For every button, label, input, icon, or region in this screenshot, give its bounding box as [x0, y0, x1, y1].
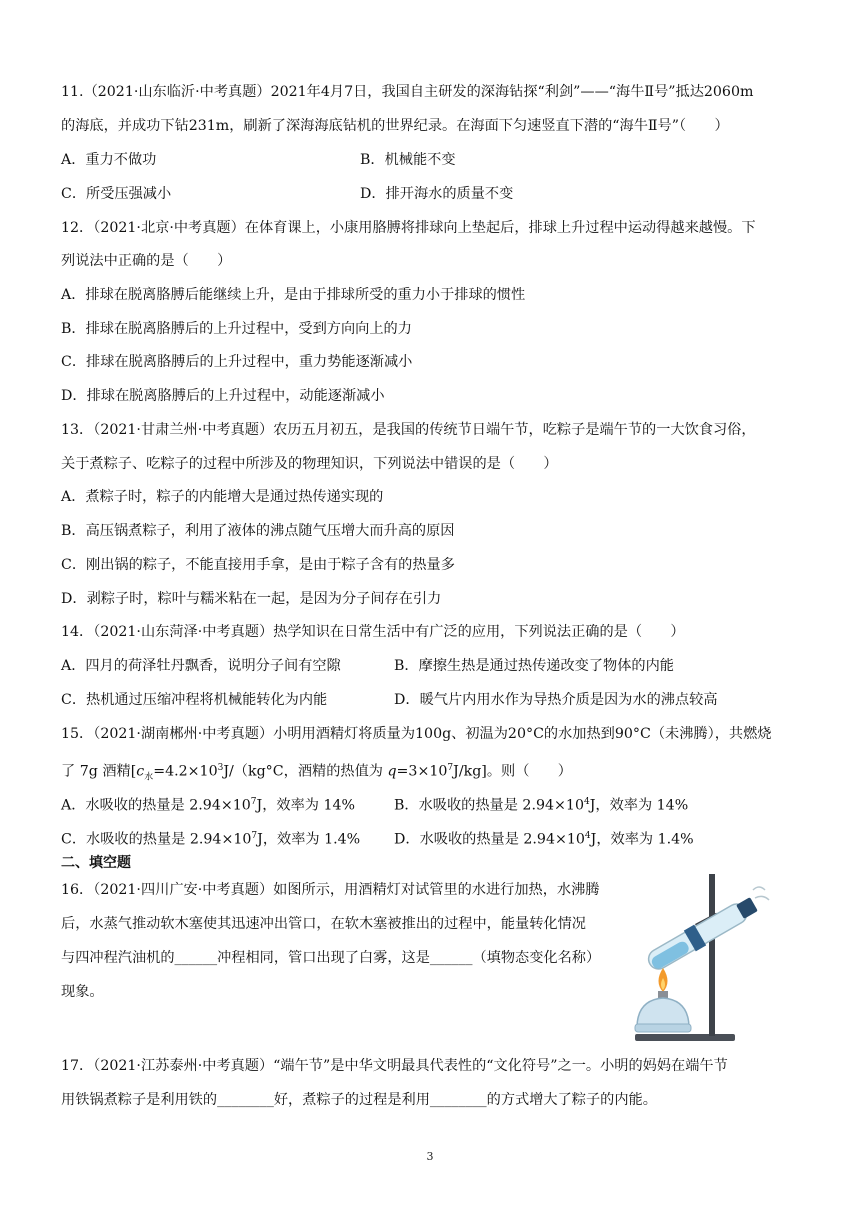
steam-wisps: [753, 887, 769, 900]
q15-option-d: [394, 826, 694, 850]
stand-base: [635, 1034, 735, 1041]
q11-option-c: C．所受压强减小: [61, 186, 172, 202]
q13-option-a: A．煮粽子时，粽子的内能增大是通过热传递实现的: [61, 489, 384, 505]
test-tube: [644, 894, 760, 975]
q15-l2-mid: =4.2×10: [153, 763, 218, 780]
q17-stem-line2: 用铁锅煮粽子是利用铁的________好，煮粽子的过程是利用________的方式增大了粽子的内能。: [61, 1092, 657, 1108]
q13-option-b: B．高压锅煮粽子，利用了液体的沸点随气压增大而升高的原因: [61, 523, 455, 539]
q12-stem-line1: 12．（2021·北京·中考真题）在体育课上，小康用胳膊将排球向上垫起后，排球上升过程中运动得越来越慢。下: [61, 220, 756, 236]
q15-b-end: J，效率为 14%: [589, 797, 689, 814]
q17-stem-line1: 17．（2021·江苏泰州·中考真题）“端午节”是中华文明最具代表性的“文化符号”之一。小明的妈妈在端午节: [61, 1058, 728, 1074]
q15-q-symbol: q: [387, 763, 397, 780]
q15-c-symbol: c: [136, 763, 145, 780]
q15-sup1: 3: [217, 763, 224, 773]
q15-l2-mid3: =3×10: [396, 763, 448, 780]
q15-b-sup: 4: [583, 797, 590, 807]
q15-b-pre: B．水吸收的热量是 2.94×10: [394, 797, 584, 814]
q15-option-c: [61, 826, 360, 850]
q14-option-b: B．摩擦生热是通过热传递改变了物体的内能: [394, 658, 674, 674]
q15-d-pre: D．水吸收的热量是 2.94×10: [394, 831, 585, 848]
q15-c-sup: 7: [251, 831, 258, 841]
q14-stem-line1: 14．（2021·山东菏泽·中考真题）热学知识在日常生活中有广泛的应用，下列说法正确的是（ ）: [61, 624, 685, 640]
q13-option-d: D．剥粽子时，粽叶与糯米粘在一起，是因为分子间存在引力: [61, 591, 442, 607]
q15-a-sup: 7: [250, 797, 257, 807]
q15-a-pre: A．水吸收的热量是 2.94×10: [61, 797, 251, 814]
q11-stem-line2: 的海底，并成功下钻231m，刷新了深海海底钻机的世界纪录。在海面下匀速竖直下潜的“海牛Ⅱ号”（ ）: [61, 118, 729, 134]
q15-a-end: J，效率为 14%: [256, 797, 356, 814]
q15-sup2: 7: [447, 763, 454, 773]
page-number: 3: [426, 1150, 434, 1163]
q13-stem-line2: 关于煮粽子、吃粽子的过程中所涉及的物理知识，下列说法中错误的是（ ）: [61, 456, 558, 472]
q11-option-b: B．机械能不变: [360, 152, 456, 168]
q15-d-sup: 4: [584, 831, 591, 841]
q12-option-c: C．排球在脱离胳膊后的上升过程中，重力势能逐渐减小: [61, 354, 413, 370]
q16-stem-line1: 16．（2021·四川广安·中考真题）如图所示，用酒精灯对试管里的水进行加热，水沸腾: [61, 882, 600, 898]
q15-l2-pre: 了 7g 酒精[: [61, 763, 137, 780]
q12-option-a: A．排球在脱离胳膊后能继续上升，是由于排球所受的重力小于排球的惯性: [61, 287, 526, 303]
q15-c-end: J，效率为 1.4%: [257, 831, 361, 848]
q15-c-pre: C．水吸收的热量是 2.94×10: [61, 831, 252, 848]
q15-d-end: J，效率为 1.4%: [590, 831, 694, 848]
q16-stem-line3: 与四冲程汽油机的______冲程相同，管口出现了白雾，这是______（填物态变化名称）: [61, 950, 601, 966]
q15-option-b: [394, 792, 688, 816]
q15-l2-end: J/kg]。则（ ）: [453, 763, 572, 780]
q15-option-a: [61, 792, 355, 816]
q14-option-c: C．热机通过压缩冲程将机械能转化为内能: [61, 692, 328, 708]
q12-stem-line2: 列说法中正确的是（ ）: [61, 253, 232, 269]
q14-option-d: D．暖气片内用水作为导热介质是因为水的沸点较高: [394, 692, 718, 708]
q16-stem-line2: 后，水蒸气推动软木塞使其迅速冲出管口，在软木塞被推出的过程中，能量转化情况: [61, 916, 586, 932]
q15-l2-mid2: J/（kg°C，酒精的热值为: [223, 763, 388, 780]
q15-c-subscript: 水: [144, 772, 154, 783]
q15-stem-line1: 15．（2021·湖南郴州·中考真题）小明用酒精灯将质量为100g、初温为20°C的水加热到90°C（未沸腾），共燃烧: [61, 726, 772, 742]
q13-stem-line1: 13．（2021·甘肃兰州·中考真题）农历五月初五，是我国的传统节日端午节，吃粽子是端午节的一大饮食习俗，: [61, 422, 756, 438]
q11-option-a: A．重力不做功: [61, 152, 157, 168]
q13-option-c: C．刚出锅的粽子，不能直接用手拿，是由于粽子含有的热量多: [61, 557, 455, 573]
q14-option-a: A．四月的荷泽牡丹飘香，说明分子间有空隙: [61, 658, 341, 674]
q11-option-d: D．排开海水的质量不变: [360, 186, 514, 202]
q15-stem-line2: [61, 758, 572, 788]
section-heading-fill-in: 二、填空题: [61, 855, 131, 871]
q16-stem-line4: 现象。: [61, 984, 104, 1000]
q12-option-d: D．排球在脱离胳膊后的上升过程中，动能逐渐减小: [61, 388, 385, 404]
stand-rod: [709, 874, 715, 1036]
alcohol-lamp-test-tube-figure: [625, 868, 775, 1048]
q11-stem-line1: 11.（2021·山东临沂·中考真题）2021年4月7日，我国自主研发的深海钻探“利剑”——“海牛Ⅱ号”抵达2060m: [61, 84, 754, 100]
q12-option-b: B．排球在脱离胳膊后的上升过程中，受到方向向上的力: [61, 321, 412, 337]
